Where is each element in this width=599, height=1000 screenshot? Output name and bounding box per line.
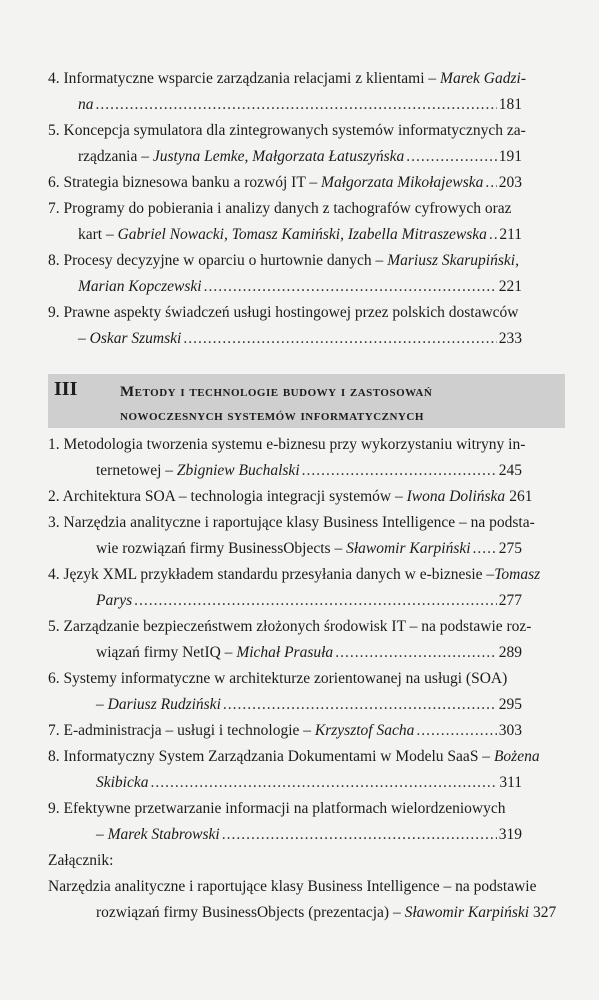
section-title: Metody i technologie budowy i zastosowań nowoczesnych systemów informatycznych bbox=[120, 384, 433, 424]
section-entry-9 bbox=[48, 796, 522, 848]
page-number: 211 bbox=[499, 226, 522, 243]
entry-line: Narzędzia analityczne i raportujące klasy Business Intelligence – na podstawie bbox=[48, 878, 537, 895]
entry-line: 7. Programy do pobierania i analizy danych z tachografów cyfrowych oraz bbox=[48, 200, 512, 217]
leader-dots bbox=[96, 92, 497, 118]
page-number: 233 bbox=[498, 330, 522, 347]
leader-dots bbox=[485, 170, 496, 196]
entry-line: 6. Strategia biznesowa banku a rozwój IT – Małgorzata Mikołajewska ..... 203 bbox=[48, 170, 522, 196]
leader-dots bbox=[416, 718, 496, 744]
section-entry-6 bbox=[48, 666, 522, 718]
section-header bbox=[48, 374, 565, 428]
entry-line: 5. Koncepcja symulatora dla zintegrowanych systemów informatycznych za- bbox=[48, 122, 526, 139]
entry-line-cont: ternetowej – Zbigniew Buchalski ..... 245 bbox=[48, 458, 522, 484]
entry-line: 8. Informatyczny System Zarządzania Dokumentami w Modelu SaaS – Bożena bbox=[48, 748, 540, 765]
entry-line-cont: na ..... 181 bbox=[48, 92, 522, 118]
page-number: 327 bbox=[533, 904, 557, 921]
leader-dots bbox=[473, 536, 497, 562]
entry-line-cont: wiązań firmy NetIQ – Michał Prasuła ..... 289 bbox=[48, 640, 522, 666]
page-number: 181 bbox=[498, 96, 522, 113]
entry-line-cont: – Marek Stabrowski ..... 319 bbox=[48, 822, 522, 848]
page-number: 303 bbox=[498, 722, 522, 739]
toc-entry-5 bbox=[48, 118, 526, 170]
entry-line-cont: – Oskar Szumski ..... 233 bbox=[48, 326, 522, 352]
page-number: 203 bbox=[498, 174, 522, 191]
entry-line: 2. Architektura SOA – technologia integracji systemów – Iwona Dolińska 261 bbox=[48, 484, 522, 510]
page-number: 191 bbox=[498, 148, 522, 165]
toc-entry-6 bbox=[48, 170, 522, 196]
section-number: III bbox=[54, 378, 78, 400]
page-number: 261 bbox=[509, 488, 533, 505]
leader-dots bbox=[151, 770, 498, 796]
toc-entry-9 bbox=[48, 300, 522, 352]
leader-dots bbox=[223, 692, 497, 718]
entry-line: 9. Prawne aspekty świadczeń usługi hostingowej przez polskich dostawców bbox=[48, 304, 519, 321]
toc-entry-8 bbox=[48, 248, 522, 300]
page-number: 289 bbox=[498, 644, 522, 661]
page-number: 277 bbox=[498, 592, 522, 609]
section-entry-5 bbox=[48, 614, 532, 666]
appendix-label: Załącznik: bbox=[48, 852, 114, 869]
entry-line-cont: kart – Gabriel Nowacki, Tomasz Kamiński, Izabella Mitraszewska ..... 211 bbox=[48, 222, 522, 248]
entry-line-cont: Parys ..... 277 bbox=[48, 588, 522, 614]
entry-line: 9. Efektywne przetwarzanie informacji na platformach wielordzeniowych bbox=[48, 800, 506, 817]
entry-line: 8. Procesy decyzyjne w oparciu o hurtownie danych – Mariusz Skarupiński, bbox=[48, 252, 519, 269]
leader-dots bbox=[335, 640, 497, 666]
section-entry-7 bbox=[48, 718, 522, 744]
entry-line-cont: Skibicka ..... 311 bbox=[48, 770, 522, 796]
leader-dots bbox=[222, 822, 497, 848]
section-entry-1 bbox=[48, 432, 526, 484]
entry-line-cont: rozwiązań firmy BusinessObjects (prezentacja) – Sławomir Karpiński 327 bbox=[48, 900, 522, 926]
entry-line-cont: rządzania – Justyna Lemke, Małgorzata Łatuszyńska ..... 191 bbox=[48, 144, 522, 170]
section-entry-3 bbox=[48, 510, 535, 562]
leader-dots bbox=[183, 326, 496, 352]
entry-line: 5. Zarządzanie bezpieczeństwem złożonych środowisk IT – na podstawie roz- bbox=[48, 618, 532, 635]
leader-dots bbox=[489, 222, 497, 248]
page-number: 319 bbox=[498, 826, 522, 843]
leader-dots bbox=[134, 588, 497, 614]
page-number: 245 bbox=[498, 462, 522, 479]
section-entry-4 bbox=[48, 562, 541, 614]
leader-dots bbox=[204, 274, 497, 300]
leader-dots bbox=[302, 458, 497, 484]
page-number: 275 bbox=[498, 540, 522, 557]
page-number: 295 bbox=[498, 696, 522, 713]
entry-line: 6. Systemy informatyczne w architekturze zorientowanej na usługi (SOA) bbox=[48, 670, 508, 687]
toc-entry-7 bbox=[48, 196, 522, 248]
entry-line-cont: Marian Kopczewski ..... 221 bbox=[48, 274, 522, 300]
entry-line: 4. Informatyczne wsparcie zarządzania relacjami z klientami – Marek Gadzi- bbox=[48, 70, 526, 87]
entry-line: 4. Język XML przykładem standardu przesyłania danych w e-biznesie –Tomasz bbox=[48, 566, 541, 583]
toc-entry-4 bbox=[48, 66, 526, 118]
entry-line: 7. E-administracja – usługi i technologie – Krzysztof Sacha ..... 303 bbox=[48, 718, 522, 744]
leader-dots bbox=[406, 144, 496, 170]
section-entry-8 bbox=[48, 744, 540, 796]
page-number: 221 bbox=[498, 278, 522, 295]
entry-line-cont: wie rozwiązań firmy BusinessObjects – Sławomir Karpiński ..... 275 bbox=[48, 536, 522, 562]
page-number: 311 bbox=[499, 774, 522, 791]
entry-line-cont: – Dariusz Rudziński ..... 295 bbox=[48, 692, 522, 718]
entry-line: 3. Narzędzia analityczne i raportujące klasy Business Intelligence – na podsta- bbox=[48, 514, 535, 531]
section-entry-2 bbox=[48, 484, 533, 510]
entry-line: 1. Metodologia tworzenia systemu e-biznesu przy wykorzystaniu witryny in- bbox=[48, 436, 526, 453]
appendix-entry bbox=[48, 874, 557, 926]
